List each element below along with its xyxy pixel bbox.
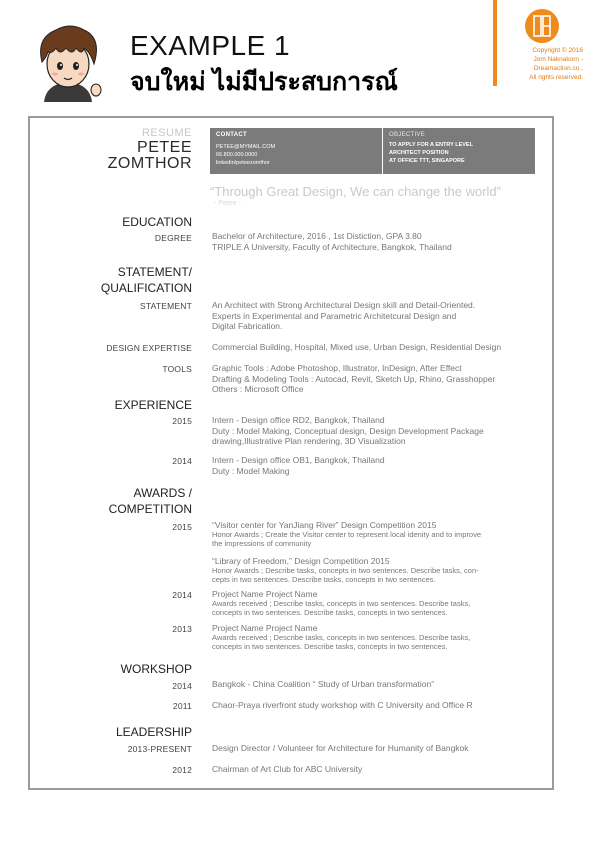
- brand-logo-icon: [524, 8, 560, 44]
- experience-line: Duty : Model Making: [212, 465, 290, 476]
- objective-box: [383, 128, 535, 174]
- copyright-line: All rights reserved.: [529, 74, 583, 81]
- leadership-item: Chairman of Art Club for ABC University: [212, 764, 363, 774]
- award-head: “Visitor center for YanJiang River” Design Competition 2015: [212, 520, 437, 530]
- tools-text: [212, 363, 542, 395]
- example-subtitle: จบใหม่ ไม่มีประสบการณ์: [130, 68, 398, 96]
- experience-line: drawing,Illustrative Plan rendering, 3D Visualization: [212, 436, 406, 446]
- cartoon-avatar-icon: [26, 18, 110, 102]
- degree-line: Bachelor of Architecture, 2016 , 1st Distiction, GPA 3.80: [212, 231, 422, 241]
- award-line: Honor Awards ; Describe tasks, concepts in two sentences. Describe tasks, con-: [212, 566, 479, 575]
- tools-line: Others : Microsoft Office: [212, 384, 304, 394]
- competition-title: COMPETITION: [108, 502, 192, 516]
- copyright-line: Copyright © 2016: [532, 47, 583, 54]
- education-title: EDUCATION: [122, 215, 192, 229]
- award-head: Project Name Project Name: [212, 623, 318, 633]
- experience-item: [212, 415, 542, 447]
- objective-heading: OBJECTIVE: [389, 132, 426, 138]
- award-item: [212, 520, 542, 548]
- copyright-line: Dreamaction.co ,: [533, 65, 583, 72]
- degree-label: DEGREE: [154, 233, 192, 243]
- award-year: 2014: [172, 590, 192, 600]
- resume-label: RESUME: [141, 127, 192, 139]
- award-item: [212, 623, 542, 651]
- leadership-title: LEADERSHIP: [115, 725, 192, 739]
- experience-line: Duty : Model Making, Conceptual design, Design Development Package: [212, 425, 484, 436]
- contact-phone: 66.800.000.0000: [216, 152, 258, 158]
- award-item: [212, 589, 542, 617]
- experience-line: Intern - Design office RD2, Bangkok, Thailand: [212, 415, 385, 425]
- award-year: 2015: [172, 522, 192, 532]
- statement-text: [212, 300, 542, 332]
- design-expertise-text: Commercial Building, Hospital, Mixed use, Urban Design, Residential Design: [212, 342, 502, 352]
- experience-item: [212, 455, 542, 476]
- resume-page: [28, 116, 554, 790]
- leadership-year: 2012: [172, 765, 192, 775]
- objective-line: ARCHITECT POSITION: [389, 150, 449, 156]
- experience-title: EXPERIENCE: [114, 398, 192, 412]
- objective-line: TO APPLY FOR A ENTRY LEVEL: [389, 142, 473, 148]
- statement-title: STATEMENT/: [117, 265, 192, 279]
- statement-label: STATEMENT: [139, 301, 192, 311]
- degree-text: [212, 231, 542, 252]
- leadership-item: Design Director / Volunteer for Architecture for Humanity of Bangkok: [212, 743, 469, 753]
- contact-linkedin[interactable]: linkedin/peteezomthor: [216, 160, 270, 166]
- contact-email[interactable]: PETEE@MYMAIL.COM: [216, 144, 276, 150]
- workshop-year: 2014: [172, 681, 192, 691]
- experience-line: Intern - Design office OB1, Bangkok, Thailand: [212, 455, 385, 465]
- copyright-line: Jom Naknakorn -: [533, 56, 583, 63]
- objective-line: AT OFFICE TTT, SINGAPORE: [389, 158, 465, 164]
- awards-title: AWARDS /: [133, 486, 192, 500]
- quote-author: - Petee -: [214, 200, 241, 207]
- award-line: the impressions of community: [212, 539, 312, 548]
- award-line: Honor Awards ; Create the Visitor center to represent local idenity and to improve: [212, 530, 482, 539]
- award-line: concepts in two sentences. Describe tasks, concepts in two sentences.: [212, 642, 448, 651]
- experience-year: 2015: [172, 416, 192, 426]
- copyright-notice: [505, 46, 583, 82]
- statement-line: Digital Fabrication.: [212, 321, 283, 331]
- workshop-year: 2011: [172, 701, 192, 711]
- qualification-title: QUALIFICATION: [100, 281, 192, 295]
- award-head: “Library of Freedom,” Design Competition 2015: [212, 556, 390, 566]
- tools-label: TOOLS: [162, 364, 192, 374]
- award-head: Project Name Project Name: [212, 589, 318, 599]
- workshop-item: Chaor-Praya riverfront study workshop with C University and Office R: [212, 700, 473, 710]
- contact-box: [210, 128, 382, 174]
- design-expertise-label: DESIGN EXPERTISE: [106, 343, 192, 353]
- award-year: 2013: [172, 624, 192, 634]
- example-title: EXAMPLE 1: [130, 30, 291, 61]
- award-line: Awards received ; Describe tasks, concepts in two sentences. Describe tasks,: [212, 599, 471, 608]
- statement-line: Experts in Experimental and Parametric Architetcural Design and: [212, 310, 457, 321]
- award-line: concepts in two sentences. Describe tasks, concepts in two sentences.: [212, 608, 448, 617]
- last-name: ZOMTHOR: [107, 155, 192, 172]
- experience-year: 2014: [172, 456, 192, 466]
- award-line: Awards received ; Describe tasks, concepts in two sentences. Describe tasks,: [212, 633, 471, 642]
- degree-line: TRIPLE A University, Faculty of Architecture, Bangkok, Thailand: [212, 241, 452, 252]
- workshop-title: WORKSHOP: [120, 662, 192, 676]
- accent-divider: [493, 0, 497, 86]
- quote: “Through Great Design, We can change the world”: [210, 184, 501, 199]
- workshop-item: Bangkok - China Coalition “ Study of Urban transformation”: [212, 679, 435, 689]
- award-item: [212, 556, 542, 584]
- leadership-year: 2013-PRESENT: [127, 744, 192, 754]
- award-line: cepts in two sentences. Describe tasks, concepts in two sentences.: [212, 575, 436, 584]
- tools-line: Graphic Tools : Adobe Photoshop, Illustrator, InDesign, After Effect: [212, 363, 462, 373]
- first-name: PETEE: [137, 139, 192, 156]
- statement-line: An Architect with Strong Architectural Design skill and Detail-Oriented.: [212, 300, 476, 310]
- tools-line: Drafting & Modeling Tools : Autocad, Revit, Sketch Up, Rhino, Grasshopper: [212, 373, 496, 384]
- contact-heading: CONTACT: [216, 132, 247, 138]
